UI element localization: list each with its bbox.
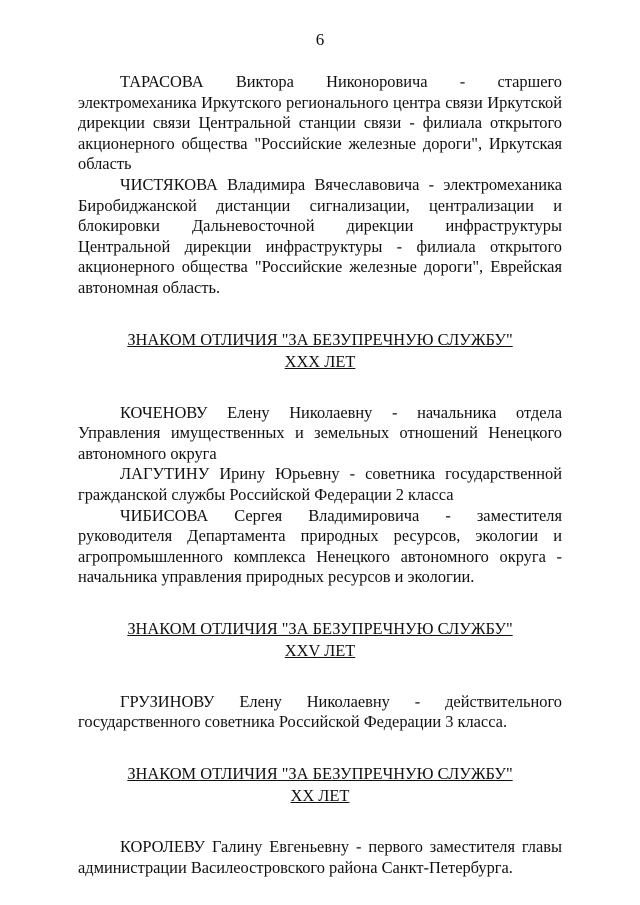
award-heading-title: ЗНАКОМ ОТЛИЧИЯ "ЗА БЕЗУПРЕЧНУЮ СЛУЖБУ" [127,329,513,349]
award-heading-title: ЗНАКОМ ОТЛИЧИЯ "ЗА БЕЗУПРЕЧНУЮ СЛУЖБУ" [127,764,513,784]
award-entry: ЧИСТЯКОВА Владимира Вячеславовича - электромеханика Биробиджанской дистанции сигнализации, централизации и блокировки Дальневосточной дирекции инфраструктуры Центральной дирекции инфраструктуры - филиала открытого акционерного общества "Российские железные дороги", Еврейская автономная область. [78,174,562,297]
award-entry: КОРОЛЕВУ Галину Евгеньевну - первого заместителя главы администрации Василеостровского района Санкт-Петербурга. [78,837,562,877]
award-heading [78,329,562,373]
award-heading [78,763,562,807]
award-entry: ТАРАСОВА Виктора Никоноровича - старшего электромеханика Иркутского регионального центра связи Иркутской дирекции связи Центральной станции связи - филиала открытого акционерного общества "Российские железные дороги", Иркутская область [78,72,562,174]
award-heading-years: XXX ЛЕТ [284,351,356,371]
award-heading-years: XX ЛЕТ [290,786,350,806]
award-entry: ЧИБИСОВА Сергея Владимировича - заместителя руководителя Департамента природных ресурсов, экологии и агропромышленного комплекса Ненецкого автономного округа - начальника управления природных ресурсов и экологии. [78,505,562,587]
award-heading [78,618,562,662]
award-entry: КОЧЕНОВУ Елену Николаевну - начальника отдела Управления имущественных и земельных отношений Ненецкого автономного округа [78,402,562,463]
award-entry: ГРУЗИНОВУ Елену Николаевну - действительного государственного советника Российской Федерации 3 класса. [78,691,562,732]
award-heading-title: ЗНАКОМ ОТЛИЧИЯ "ЗА БЕЗУПРЕЧНУЮ СЛУЖБУ" [127,618,513,638]
page-number: 6 [315,30,325,49]
award-entry: ЛАГУТИНУ Ирину Юрьевну - советника государственной гражданской службы Российской Федерации 2 класса [78,464,562,504]
document-body [78,72,562,878]
award-heading-years: XXV ЛЕТ [284,640,356,660]
